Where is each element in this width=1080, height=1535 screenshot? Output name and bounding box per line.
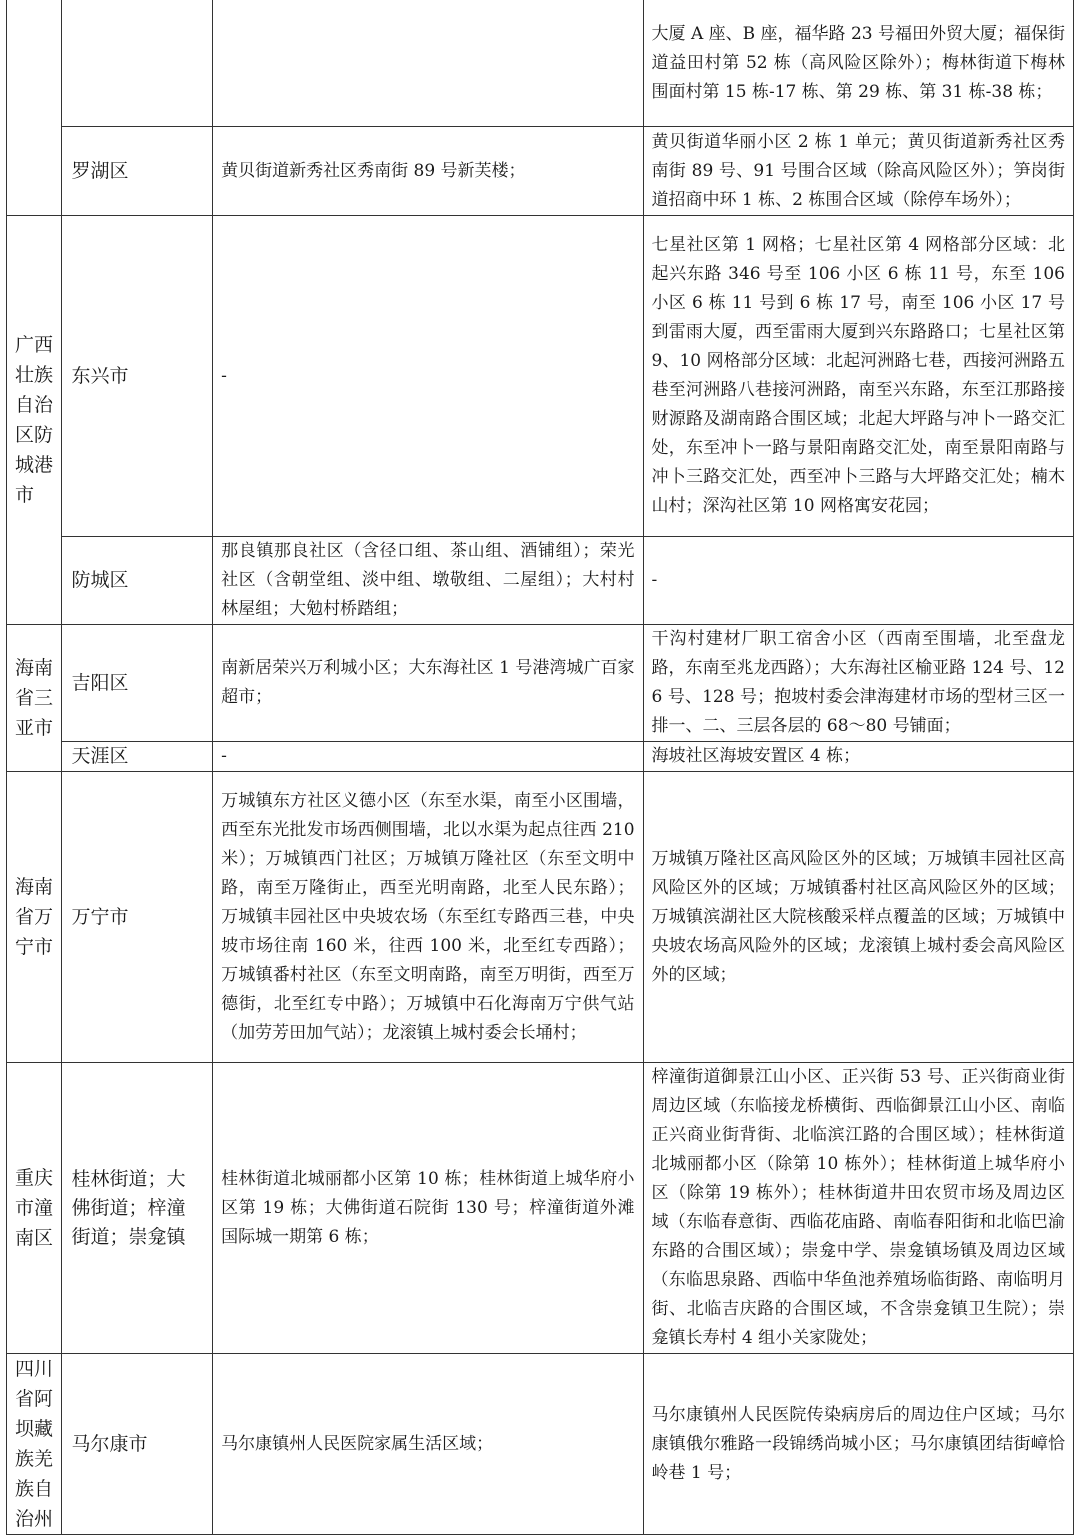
- high-risk-cell: 马尔康镇州人民医院家属生活区域；: [213, 1354, 643, 1535]
- province-cell: 重庆市潼南区: [7, 1063, 62, 1354]
- mid-risk-cell: 梓潼街道御景江山小区、正兴街 53 号、正兴街商业街周边区域（东临接龙桥横街、西临御景江山小区、南临正兴商业街背街、北临滨江路的合围区域）；桂林街道北城丽都小区（除第 10 栋外）；桂林街道上城华府小区（除第 19 栋外）；桂林街道井田农贸市场及周边区域（东临春意街、西临花庙路、南临春阳街和北临巴渝东路的合围区域）；崇龛中学、崇龛镇场镇及周边区域（东临思泉路、西临中华鱼池养殖场临街路、南临明月街、北临吉庆路的合围区域，不含崇龛镇卫生院）；崇龛镇长寿村 4 组小关家陇处；: [643, 1063, 1073, 1354]
- table-row: [7, 1354, 1074, 1535]
- province-cell: 海南省万宁市: [7, 772, 62, 1063]
- table-row: [7, 537, 1074, 625]
- mid-risk-cell: 马尔康镇州人民医院传染病房后的周边住户区域；马尔康镇俄尔雅路一段锦绣尚城小区；马尔康镇团结街嶂恰岭巷 1 号；: [643, 1354, 1073, 1535]
- high-risk-cell: 万城镇东方社区义德小区（东至水渠，南至小区围墙，西至东光批发市场西侧围墙，北以水渠为起点往西 210 米）；万城镇西门社区；万城镇万隆社区（东至文明中路，南至万隆街止，西至光明南路，北至人民东路）；万城镇丰园社区中央坡农场（东至红专路西三巷，中央坡市场往南 160 米，往西 100 米，北至红专西路）；万城镇番村社区（东至文明南路，南至万明街，西至万德街，北至红专中路）；万城镇中石化海南万宁供气站（加劳芳田加气站）；龙滚镇上城村委会长埇村；: [213, 772, 643, 1063]
- high-risk-cell: 桂林街道北城丽都小区第 10 栋；桂林街道上城华府小区第 19 栋；大佛街道石院街 130 号；梓潼街道外滩国际城一期第 6 栋；: [213, 1063, 643, 1354]
- table-row: [7, 127, 1074, 216]
- mid-risk-cell: 七星社区第 1 网格；七星社区第 4 网格部分区域：北起兴东路 346 号至 106 小区 6 栋 11 号，东至 106 小区 6 栋 11 号到 6 栋 17 号，南至 106 小区 17 号到雷雨大厦，西至雷雨大厦到兴东路路口；七星社区第 9、10 网格部分区域：北起河洲路七巷，西接河洲路五巷至河洲路八巷接河洲路，南至兴东路，东至江那路接财源路及湖南路合围区域；北起大坪路与冲卜一路交汇处，东至冲卜一路与景阳南路交汇处，南至景阳南路与冲卜三路交汇处，西至冲卜三路与大坪路交汇处；楠木山村；深沟社区第 10 网格寓安花园；: [643, 216, 1073, 537]
- table-row: [7, 0, 1074, 127]
- mid-risk-cell: 黄贝街道华丽小区 2 栋 1 单元；黄贝街道新秀社区秀南街 89 号、91 号围合区域（除高风险区外）；笋岗街道招商中环 1 栋、2 栋围合区域（除停车场外）；: [643, 127, 1073, 216]
- table-row: [7, 1063, 1074, 1354]
- district-cell: 天涯区: [61, 742, 213, 772]
- high-risk-cell: -: [213, 742, 643, 772]
- province-cell: 四川省阿坝藏族羌族自治州: [7, 1354, 62, 1535]
- table-row: [7, 742, 1074, 772]
- high-risk-cell: [213, 0, 643, 127]
- table-row: [7, 772, 1074, 1063]
- district-cell: 防城区: [61, 537, 213, 625]
- province-cell: 广西壮族自治区防城港市: [7, 216, 62, 625]
- province-cell: [7, 0, 62, 216]
- table-row: [7, 216, 1074, 537]
- high-risk-cell: 那良镇那良社区（含径口组、茶山组、酒铺组）；荣光社区（含朝堂组、淡中组、墩敬组、二屋组）；大村村林屋组；大勉村桥踏组；: [213, 537, 643, 625]
- district-cell: 桂林街道；大佛街道；梓潼街道；崇龛镇: [61, 1063, 213, 1354]
- district-cell: 罗湖区: [61, 127, 213, 216]
- mid-risk-cell: 万城镇万隆社区高风险区外的区域；万城镇丰园社区高风险区外的区域；万城镇番村社区高风险区外的区域；万城镇滨湖社区大院核酸采样点覆盖的区域；万城镇中央坡农场高风险外的区域；龙滚镇上城村委会高风险区外的区域；: [643, 772, 1073, 1063]
- province-cell: 海南省三亚市: [7, 625, 62, 772]
- high-risk-cell: -: [213, 216, 643, 537]
- mid-risk-cell: -: [643, 537, 1073, 625]
- district-cell: [61, 0, 213, 127]
- district-cell: 吉阳区: [61, 625, 213, 742]
- mid-risk-cell: 干沟村建材厂职工宿舍小区（西南至围墙，北至盘龙路，东南至兆龙西路）；大东海社区榆亚路 124 号、126 号、128 号；抱坡村委会津海建材市场的型材三区一排一、二、三层各层的 68～80 号铺面；: [643, 625, 1073, 742]
- mid-risk-cell: 大厦 A 座、B 座，福华路 23 号福田外贸大厦；福保街道益田村第 52 栋（高风险区除外）；梅林街道下梅林围面村第 15 栋-17 栋、第 29 栋、第 31 栋-38 栋；: [643, 0, 1073, 127]
- risk-area-table: [6, 0, 1074, 1535]
- high-risk-cell: 黄贝街道新秀社区秀南街 89 号新芙楼；: [213, 127, 643, 216]
- high-risk-cell: 南新居荣兴万利城小区；大东海社区 1 号港湾城广百家超市；: [213, 625, 643, 742]
- district-cell: 万宁市: [61, 772, 213, 1063]
- district-cell: 马尔康市: [61, 1354, 213, 1535]
- table-row: [7, 625, 1074, 742]
- mid-risk-cell: 海坡社区海坡安置区 4 栋；: [643, 742, 1073, 772]
- district-cell: 东兴市: [61, 216, 213, 537]
